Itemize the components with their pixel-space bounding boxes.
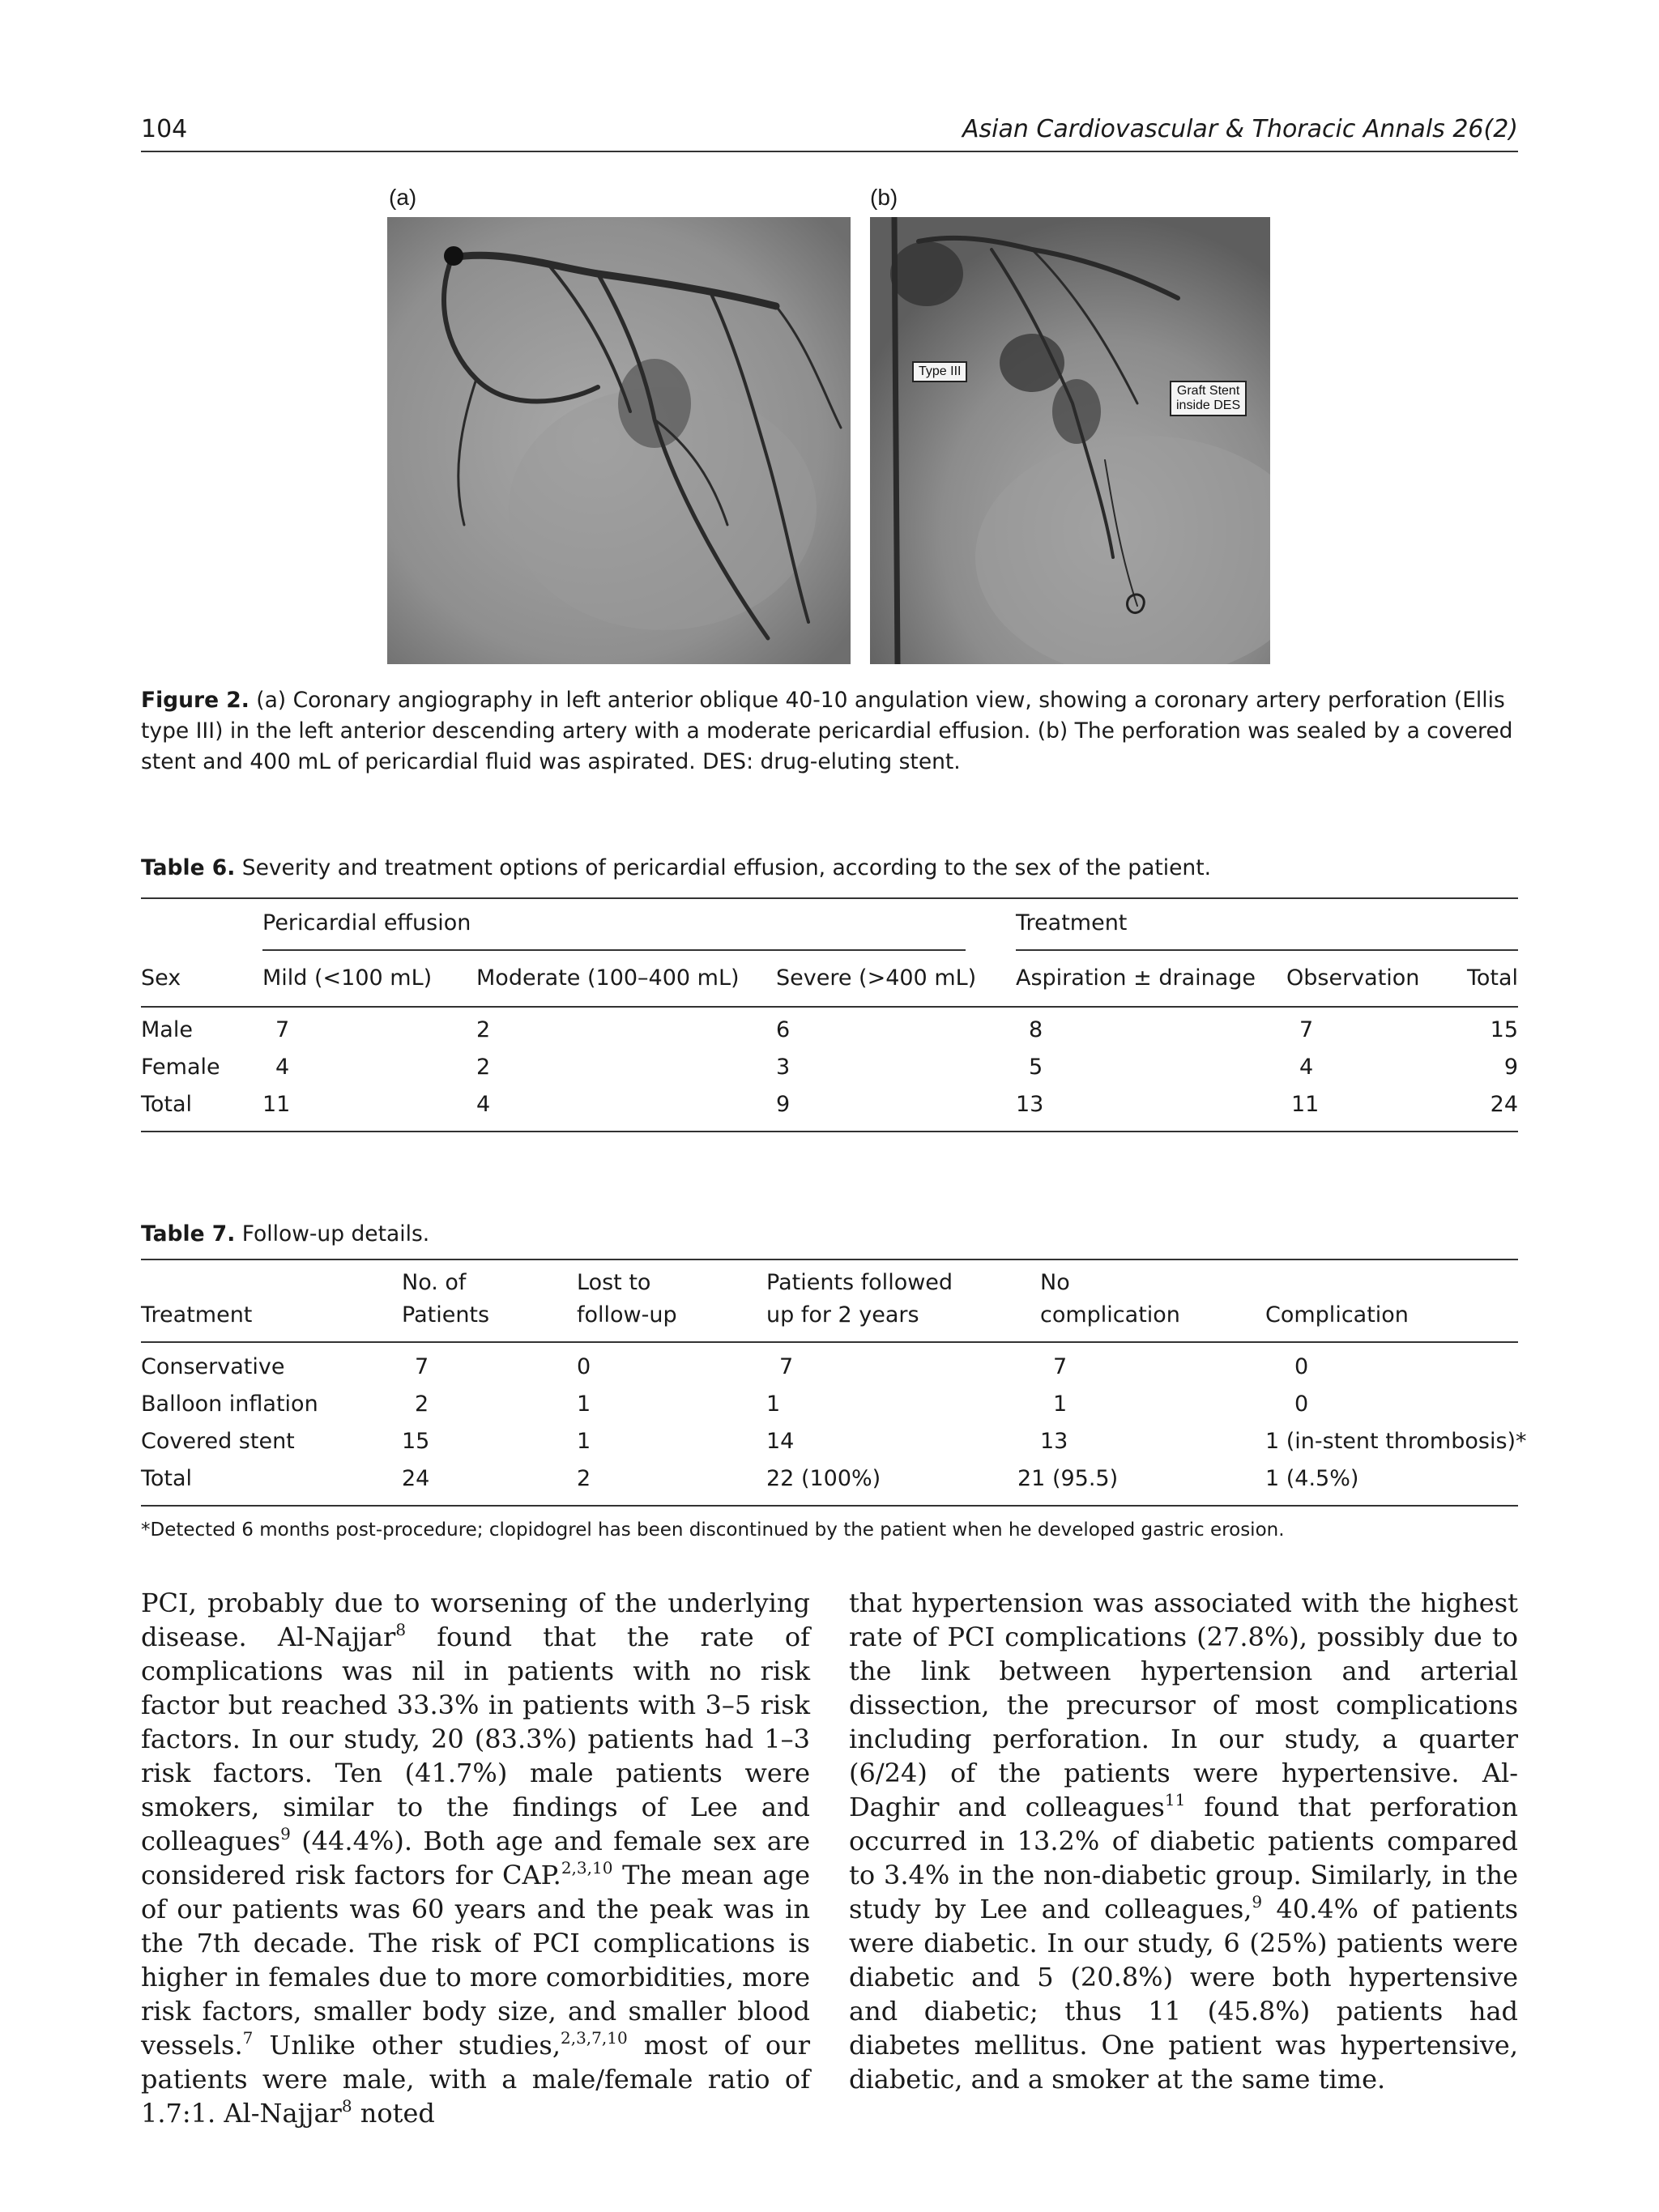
table7-cell-nocomp: 7 [1053, 1354, 1068, 1379]
table6-cell-moderate: 4 [476, 1092, 491, 1117]
table6-cell-total: 15 [1490, 1017, 1518, 1042]
table7-cell-treatment: Balloon inflation [141, 1392, 318, 1417]
table7-footnote: *Detected 6 months post-procedure; clopidogrel has been discontinued by the patient when he developed gastric erosion. [141, 1519, 1285, 1541]
table6-top-rule [141, 897, 1518, 899]
angiogram-panel-a [387, 217, 851, 664]
table6-cell-severe: 3 [776, 1055, 791, 1080]
table7-header-patients-l1: No. of [402, 1270, 467, 1295]
table7-bottom-rule [141, 1505, 1518, 1507]
panel-a-label: (a) [389, 185, 417, 210]
table7-cell-lost: 1 [577, 1392, 591, 1417]
table7-header-rule [141, 1341, 1518, 1343]
table7-header-lost-l2: follow-up [577, 1302, 677, 1328]
table6-header-total: Total [1466, 965, 1518, 991]
callout-graft-line2: inside DES [1176, 399, 1241, 412]
table6-treatment-rule [1016, 949, 1518, 951]
table6-label: Table 6. [141, 855, 236, 880]
table6-cell-sex: Total [141, 1092, 193, 1117]
angiogram-a-image [387, 217, 851, 664]
callout-type-iii: Type III [912, 361, 967, 382]
table6-cell-severe: 6 [776, 1017, 791, 1042]
citation: 8 [341, 2096, 352, 2116]
table6-cell-aspiration: 13 [1016, 1092, 1044, 1117]
table7-header-followed-l2: up for 2 years [766, 1302, 919, 1328]
body-text: PCI, probably due to worsening of the underlying disease. Al-Najjar [141, 1588, 810, 1652]
table6-cell-mild: 11 [262, 1092, 291, 1117]
table7-caption [141, 1221, 429, 1247]
table6-cell-severe: 9 [776, 1092, 791, 1117]
table7-cell-patients: 7 [415, 1354, 429, 1379]
figure-caption-text: (a) Coronary angiography in left anterior oblique 40-10 angulation view, showing a coronary artery perforation (Ellis type III) in the left anterior descending artery with a moderate pericardial effusion. (b) The perforation was sealed by a covered stent and 400 mL of pericardial fluid was aspirated. DES: drug-eluting stent. [141, 688, 1513, 774]
table6-header-mild: Mild (<100 mL) [262, 965, 433, 991]
table7-cell-treatment: Total [141, 1466, 193, 1491]
table6-header-moderate: Moderate (100–400 mL) [476, 965, 740, 991]
citation: 7 [242, 2028, 254, 2048]
table7-cell-followed: 1 [766, 1392, 781, 1417]
body-text: (44.4%). Both age and female sex are considered risk factors for CAP. [141, 1826, 810, 1890]
body-text: found that perforation occurred in 13.2% of diabetic patients compared to 3.4% in the non-diabetic group. Similarly, in the study by Lee and colleagues, [849, 1792, 1519, 1924]
journal-title: Asian Cardiovascular & Thoracic Annals 26(2) [962, 115, 1518, 143]
table6-header-severe: Severe (>400 mL) [776, 965, 977, 991]
table6-header-observation: Observation [1286, 965, 1420, 991]
body-text: noted [352, 2098, 435, 2129]
table7-top-rule [141, 1259, 1518, 1260]
panel-b-label: (b) [870, 185, 898, 210]
table7-header-nocomp-l2: complication [1040, 1302, 1180, 1328]
angiogram-b-image [870, 217, 1270, 664]
citation: 9 [280, 1824, 291, 1843]
body-right-column [849, 1586, 1518, 2096]
table6-header-aspiration: Aspiration ± drainage [1016, 965, 1256, 991]
table6-cell-observation: 7 [1299, 1017, 1314, 1042]
table7-header-lost-l1: Lost to [577, 1270, 651, 1295]
table7-header-treatment: Treatment [141, 1302, 253, 1328]
table7-cell-nocomp: 21 (95.5) [1017, 1466, 1119, 1491]
table6-caption [141, 855, 1211, 880]
body-text: Unlike other studies, [253, 2030, 561, 2061]
table7-cell-patients: 2 [415, 1392, 429, 1417]
table7-cell-followed: 22 (100%) [766, 1466, 881, 1491]
citation: 11 [1164, 1790, 1186, 1809]
table6-header-rule [141, 1006, 1518, 1008]
body-text: The mean age of our patients was 60 years and the peak was in the 7th decade. The risk of PCI complications is higher in females due to more comorbidities, more risk factors, smaller body size, and smaller blood vessels. [141, 1860, 811, 2061]
table6-title: Severity and treatment options of pericardial effusion, according to the sex of the patient. [241, 855, 1212, 880]
table6-cell-sex: Female [141, 1055, 220, 1080]
body-left-column [141, 1586, 810, 2130]
table7-label: Table 7. [141, 1221, 236, 1247]
table7-cell-treatment: Covered stent [141, 1429, 295, 1454]
table7-cell-complication: 1 (4.5%) [1265, 1466, 1359, 1491]
figure-caption [141, 685, 1518, 778]
table6-cell-aspiration: 8 [1029, 1017, 1043, 1042]
table7-cell-treatment: Conservative [141, 1354, 285, 1379]
table7-cell-nocomp: 13 [1040, 1429, 1068, 1454]
table6-cell-total: 24 [1490, 1092, 1518, 1117]
citation: 2,3,10 [561, 1858, 613, 1877]
page-number: 104 [141, 115, 188, 143]
table6-cell-mild: 7 [275, 1017, 290, 1042]
header-rule [141, 151, 1518, 152]
table7-cell-complication: 0 [1294, 1354, 1309, 1379]
table7-header-complication: Complication [1265, 1302, 1409, 1328]
table7-header-patients-l2: Patients [402, 1302, 490, 1328]
citation: 2,3,7,10 [560, 2028, 628, 2048]
table7-title: Follow-up details. [241, 1221, 430, 1247]
table6-cell-moderate: 2 [476, 1017, 491, 1042]
table6-cell-moderate: 2 [476, 1055, 491, 1080]
table6-bottom-rule [141, 1131, 1518, 1132]
table6-cell-observation: 11 [1291, 1092, 1320, 1117]
callout-graft-stent [1170, 381, 1247, 416]
body-text: that hypertension was associated with the highest rate of PCI complications (27.8%), possibly due to the link between hypertension and arterial dissection, the precursor of most complications including perforation. In our study, a quarter (6/24) of the patients were hypertensive. Al-Daghir and colleagues [849, 1588, 1518, 1822]
table7-header-followed-l1: Patients followed [766, 1270, 953, 1295]
table6-cell-aspiration: 5 [1029, 1055, 1043, 1080]
table7-cell-followed: 7 [779, 1354, 794, 1379]
table6-cell-sex: Male [141, 1017, 193, 1042]
table7-cell-followed: 14 [766, 1429, 795, 1454]
body-text: most of our patients were male, with a male/female ratio of 1.7:1. Al-Najjar [141, 2030, 810, 2129]
body-text: 40.4% of patients were diabetic. In our study, 6 (25%) patients were diabetic and 5 (20.8%) were both hypertensive and diabetic; thus 11 (45.8%) patients had diabetes mellitus. One patient was hypertensive, diabetic, and a smoker at the same time. [849, 1894, 1519, 2095]
callout-graft-line1: Graft Stent [1176, 384, 1240, 398]
table6-cell-observation: 4 [1299, 1055, 1314, 1080]
table6-header-sex: Sex [141, 965, 181, 991]
table7-header-nocomp-l1: No [1040, 1270, 1070, 1295]
table6-effusion-rule [262, 949, 966, 951]
body-text: found that the rate of complications was nil in patients with no risk factor but reached 33.3% in patients with 3–5 risk factors. In our study, 20 (83.3%) patients had 1–3 risk factors. Ten (41.7%) male patients were smokers, similar to the findings of Lee and colleagues [141, 1622, 810, 1856]
table7-cell-lost: 0 [577, 1354, 591, 1379]
citation: 9 [1252, 1892, 1263, 1912]
citation: 8 [395, 1620, 407, 1639]
table7-cell-patients: 15 [402, 1429, 430, 1454]
table6-group-effusion: Pericardial effusion [262, 910, 471, 936]
table7-cell-lost: 2 [577, 1466, 591, 1491]
figure-caption-label: Figure 2. [141, 688, 249, 713]
table7-cell-complication: 1 (in-stent thrombosis)* [1265, 1429, 1527, 1454]
table7-cell-complication: 0 [1294, 1392, 1309, 1417]
table7-cell-nocomp: 1 [1053, 1392, 1068, 1417]
table6-cell-total: 9 [1503, 1055, 1518, 1080]
table7-cell-lost: 1 [577, 1429, 591, 1454]
table6-group-treatment: Treatment [1016, 910, 1128, 936]
angiogram-panel-b [870, 217, 1270, 664]
table6-cell-mild: 4 [275, 1055, 290, 1080]
table7-cell-patients: 24 [402, 1466, 430, 1491]
